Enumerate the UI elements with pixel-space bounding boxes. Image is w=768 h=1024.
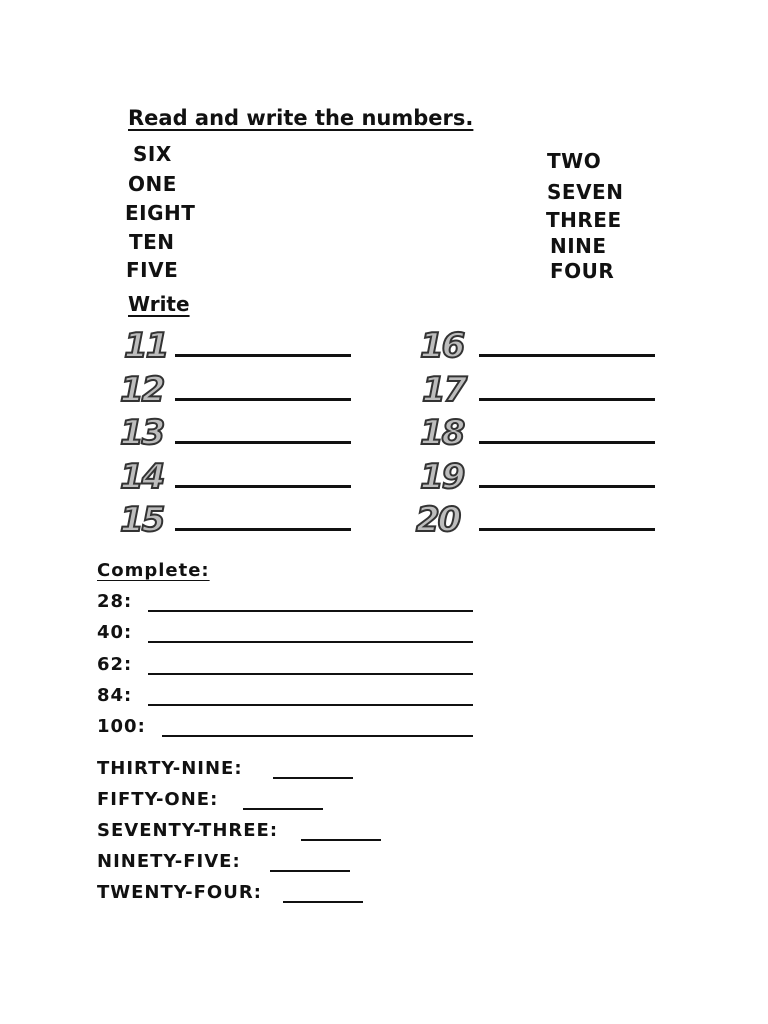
word-number-label: NINETY-FIVE: [97,851,241,872]
number-11: 11 [124,326,168,366]
number-12: 12 [120,370,164,410]
complete-row [97,591,132,612]
complete-number: 28: [97,591,133,612]
word-number-row [97,758,243,779]
word-five: FIVE [126,258,179,282]
word-nine: NINE [550,234,607,258]
number-15: 15 [120,500,164,540]
word-number-row [97,789,218,810]
complete-row [97,622,132,643]
answer-line-14[interactable] [175,485,351,488]
complete-number: 62: [97,654,133,675]
complete-row [97,685,132,706]
number-17: 17 [422,370,466,410]
complete-row [97,716,146,737]
number-19: 19 [420,457,464,497]
write-heading: Write [128,292,190,316]
complete-answer-line[interactable] [148,673,473,675]
complete-answer-line[interactable] [148,704,473,706]
number-13: 13 [120,413,164,453]
answer-line-19[interactable] [479,485,655,488]
word-three: THREE [546,208,622,232]
complete-answer-line[interactable] [148,641,473,643]
complete-number: 40: [97,622,133,643]
word-number-label: TWENTY-FOUR: [97,882,262,903]
answer-line-15[interactable] [175,528,351,531]
word-two: TWO [547,149,602,173]
answer-line-16[interactable] [479,354,655,357]
word-number-answer-line[interactable] [243,808,323,810]
answer-line-11[interactable] [175,354,351,357]
word-six: SIX [133,142,172,166]
word-number-answer-line[interactable] [301,839,381,841]
complete-row [97,654,132,675]
word-number-row [97,820,278,841]
number-18: 18 [420,413,464,453]
word-four: FOUR [550,259,615,283]
answer-line-12[interactable] [175,398,351,401]
number-14: 14 [120,457,164,497]
answer-line-13[interactable] [175,441,351,444]
word-number-row [97,882,262,903]
word-number-row [97,851,241,872]
word-one: ONE [128,172,177,196]
complete-answer-line[interactable] [162,735,473,737]
complete-number: 100: [97,716,146,737]
complete-answer-line[interactable] [148,610,473,612]
word-number-label: FIFTY-ONE: [97,789,219,810]
answer-line-20[interactable] [479,528,655,531]
word-number-answer-line[interactable] [273,777,353,779]
word-number-label: THIRTY-NINE: [97,758,243,779]
word-ten: TEN [129,230,175,254]
word-number-answer-line[interactable] [283,901,363,903]
word-number-label: SEVENTY-THREE: [97,820,279,841]
answer-line-18[interactable] [479,441,655,444]
number-20: 20 [416,500,460,540]
answer-line-17[interactable] [479,398,655,401]
number-16: 16 [420,326,464,366]
complete-heading: Complete: [97,560,210,581]
complete-number: 84: [97,685,133,706]
word-eight: EIGHT [125,201,196,225]
word-seven: SEVEN [547,180,624,204]
word-number-answer-line[interactable] [270,870,350,872]
worksheet-title: Read and write the numbers. [128,106,474,130]
